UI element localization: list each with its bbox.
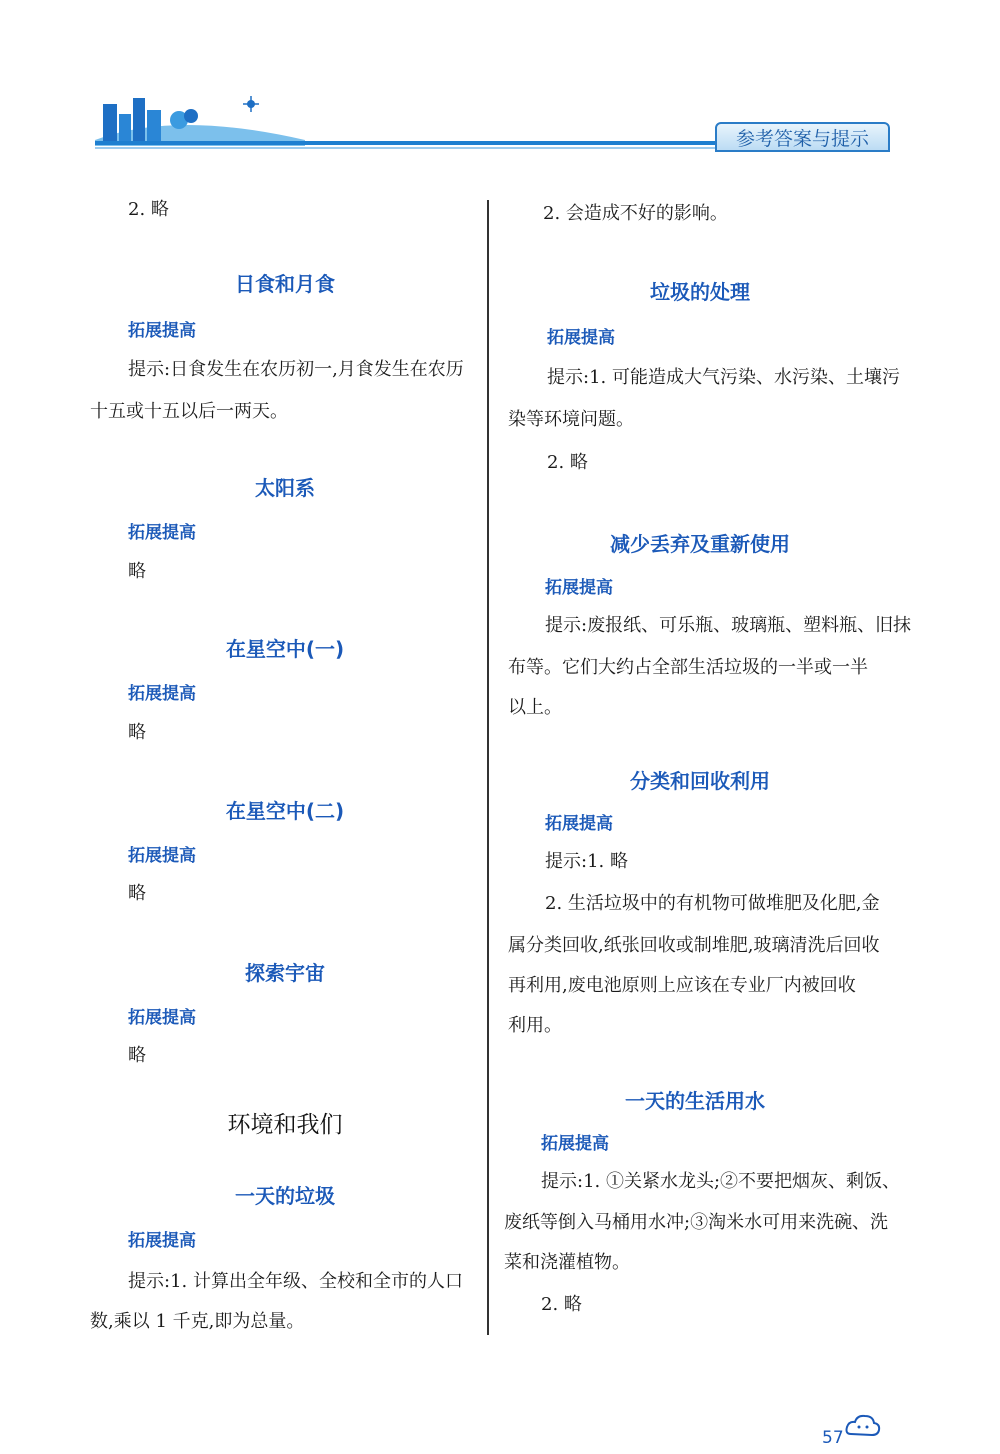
section-title: 日食和月食 [235, 272, 335, 296]
section-title: 减少丢弃及重新使用 [610, 532, 790, 556]
section-subtitle: 拓展提高 [128, 1231, 196, 1251]
sun-icon [243, 96, 259, 112]
paragraph-line: 提示:1. ①关紧水龙头;②不要把烟灰、剩饭、 [541, 1171, 901, 1192]
paragraph-line: 十五或十五以后一两天。 [90, 401, 288, 422]
paragraph-line: 利用。 [508, 1015, 562, 1036]
right-line-1: 2. 会造成不好的影响。 [543, 203, 728, 224]
section-subtitle: 拓展提高 [547, 328, 615, 348]
section-title: 太阳系 [255, 476, 315, 500]
section-title: 探索宇宙 [245, 961, 325, 985]
section-title: 在星空中(一) [225, 637, 345, 661]
section-title: 一天的垃圾 [235, 1184, 335, 1208]
paragraph-line: 布等。它们大约占全部生活垃圾的一半或一半 [508, 657, 868, 678]
section-subtitle: 拓展提高 [128, 523, 196, 543]
paragraph-line: 染等环境问题。 [508, 409, 634, 430]
section-subtitle: 拓展提高 [128, 684, 196, 704]
paragraph-line: 废纸等倒入马桶用水冲;③淘米水可用来洗碗、洗 [504, 1212, 889, 1233]
chapter-title: 环境和我们 [227, 1112, 343, 1138]
paragraph-line: 略 [128, 1045, 146, 1066]
header-rule-light [95, 147, 715, 149]
section-subtitle: 拓展提高 [128, 846, 196, 866]
paragraph-line: 以上。 [508, 697, 562, 718]
left-line-1: 2. 略 [128, 199, 169, 220]
section-subtitle: 拓展提高 [128, 1008, 196, 1028]
paragraph-line: 2. 略 [547, 452, 588, 473]
header-skyline-illustration [95, 90, 305, 146]
header-tab: 参考答案与提示 [715, 122, 890, 152]
header-rule [95, 141, 715, 145]
paragraph-line: 2. 生活垃圾中的有机物可做堆肥及化肥,金 [545, 893, 880, 914]
paragraph-line: 数,乘以 1 千克,即为总量。 [90, 1311, 305, 1332]
paragraph-line: 略 [128, 883, 146, 904]
paragraph-line: 提示:1. 可能造成大气污染、水污染、土壤污 [547, 367, 900, 388]
paragraph-line: 菜和浇灌植物。 [504, 1252, 630, 1273]
paragraph-line: 略 [128, 722, 146, 743]
section-subtitle: 拓展提高 [545, 814, 613, 834]
paragraph-line: 提示:1. 计算出全年级、全校和全市的人口 [128, 1271, 463, 1292]
section-subtitle: 拓展提高 [541, 1134, 609, 1154]
column-divider [487, 200, 489, 1335]
section-title: 在星空中(二) [225, 799, 345, 823]
section-title: 一天的生活用水 [625, 1089, 765, 1113]
paragraph-line: 2. 略 [541, 1294, 582, 1315]
paragraph-line: 略 [128, 561, 146, 582]
paragraph-line: 提示:1. 略 [545, 851, 628, 872]
section-title: 分类和回收利用 [630, 769, 770, 793]
paragraph-line: 提示:日食发生在农历初一,月食发生在农历 [128, 359, 464, 380]
paragraph-line: 再利用,废电池原则上应该在专业厂内被回收 [508, 975, 856, 996]
paragraph-line: 属分类回收,纸张回收或制堆肥,玻璃清洗后回收 [508, 935, 880, 956]
section-title: 垃圾的处理 [650, 280, 750, 304]
paragraph-line: 提示:废报纸、可乐瓶、玻璃瓶、塑料瓶、旧抹 [545, 615, 912, 636]
cloud-mascot-icon [845, 1412, 881, 1440]
section-subtitle: 拓展提高 [545, 578, 613, 598]
section-subtitle: 拓展提高 [128, 321, 196, 341]
page-number: 57 [822, 1428, 844, 1448]
